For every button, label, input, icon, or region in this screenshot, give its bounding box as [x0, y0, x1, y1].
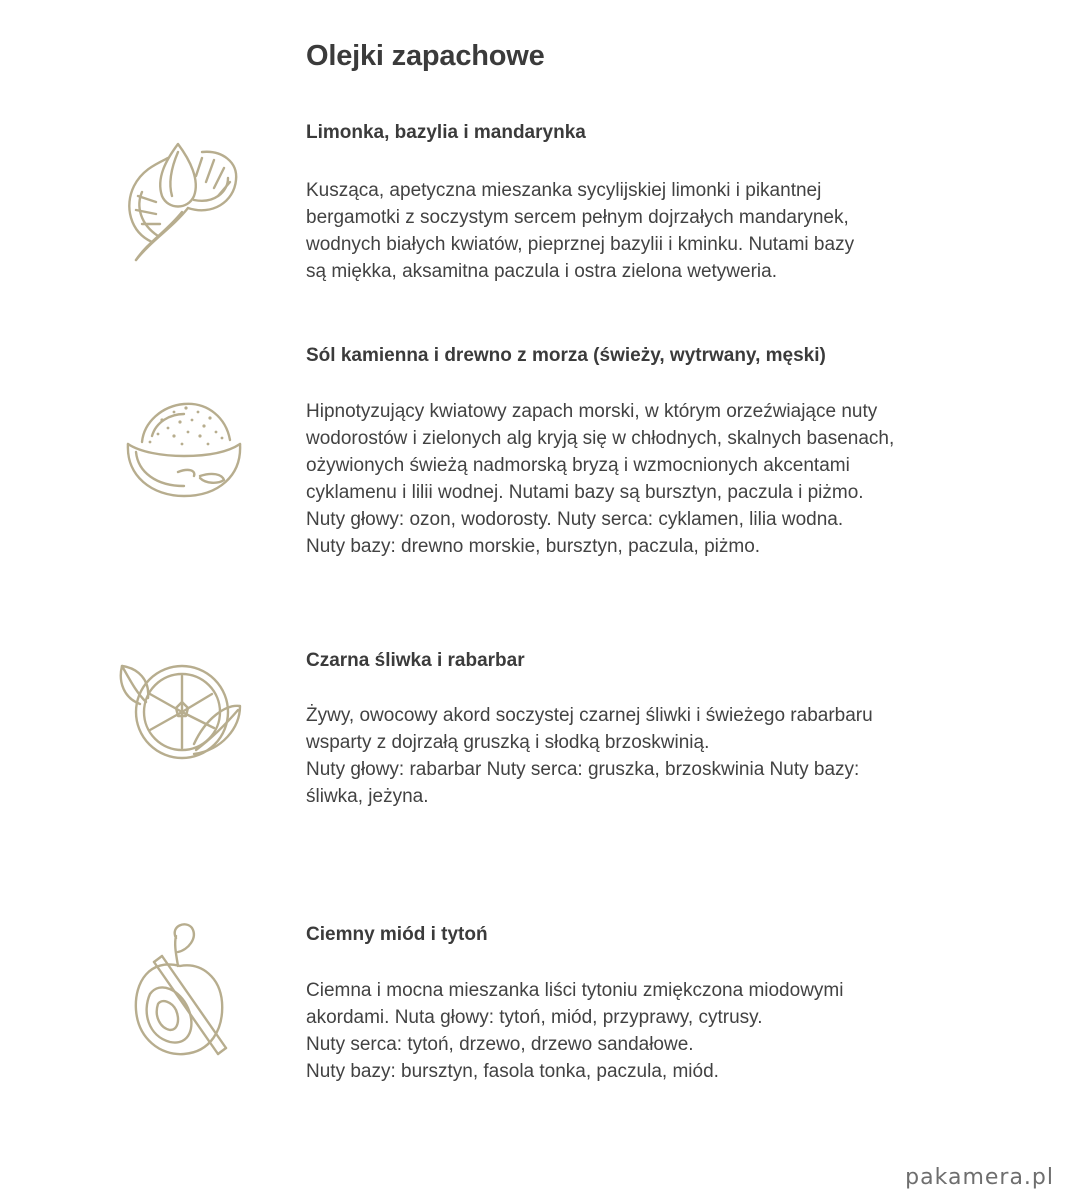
watermark: pakamera.pl	[905, 1165, 1054, 1190]
item-title: Ciemny miód i tytoń	[306, 924, 488, 945]
description-line: wodorostów i zielonych alg kryją się w chłodnych, skalnych basenach,	[306, 428, 895, 449]
description-line: Nuty serca: tytoń, drzewo, drzewo sandałowe.	[306, 1034, 694, 1055]
item-description	[306, 702, 1006, 810]
item-description	[306, 398, 1006, 560]
item-description	[306, 977, 1006, 1085]
description-line: Żywy, owocowy akord soczystej czarnej śliwki i świeżego rabarbaru	[306, 705, 873, 726]
description-line: są miękka, aksamitna paczula i ostra zielona wetyweria.	[306, 261, 777, 282]
item-title: Sól kamienna i drewno z morza (świeży, wytrwany, męski)	[306, 345, 826, 366]
description-line: Nuty bazy: drewno morskie, bursztyn, paczula, piżmo.	[306, 536, 761, 557]
description-line: Hipnotyzujący kwiatowy zapach morski, w którym orzeźwiające nuty	[306, 401, 878, 422]
description-line: Nuty bazy: bursztyn, fasola tonka, paczula, miód.	[306, 1061, 719, 1082]
item-description	[306, 177, 1006, 285]
description-line: wodnych białych kwiatów, pieprznej bazylii i kminku. Nutami bazy	[306, 234, 855, 255]
fruit-cinnamon-icon	[130, 922, 230, 1062]
description-line: Kusząca, apetyczna mieszanka sycylijskiej limonki i pikantnej	[306, 180, 822, 201]
description-line: śliwka, jeżyna.	[306, 786, 429, 807]
description-line: Nuty głowy: rabarbar Nuty serca: gruszka, brzoskwinia Nuty bazy:	[306, 759, 860, 780]
page-title: Olejki zapachowe	[306, 40, 545, 72]
description-line: akordami. Nuta głowy: tytoń, miód, przyprawy, cytrusy.	[306, 1007, 763, 1028]
salt-bowl-icon	[122, 392, 246, 502]
description-line: bergamotki z soczystym sercem pełnym dojrzałych mandarynek,	[306, 207, 849, 228]
description-line: wsparty z dojrzałą gruszką i słodką brzoskwinią.	[306, 732, 710, 753]
item-title: Czarna śliwka i rabarbar	[306, 650, 525, 671]
description-line: Ciemna i mocna mieszanka liści tytoniu zmiękczona miodowymi	[306, 980, 844, 1001]
description-line: cyklamenu i lilii wodnej. Nutami bazy są bursztyn, paczula i piżmo.	[306, 482, 864, 503]
description-line: ożywionych świeżą nadmorską bryzą i wzmocnionych akcentami	[306, 455, 850, 476]
plum-leaves-icon	[116, 658, 244, 768]
description-line: Nuty głowy: ozon, wodorosty. Nuty serca: cyklamen, lilia wodna.	[306, 509, 844, 530]
item-title: Limonka, bazylia i mandarynka	[306, 122, 586, 143]
leaf-drop-icon	[122, 136, 242, 266]
